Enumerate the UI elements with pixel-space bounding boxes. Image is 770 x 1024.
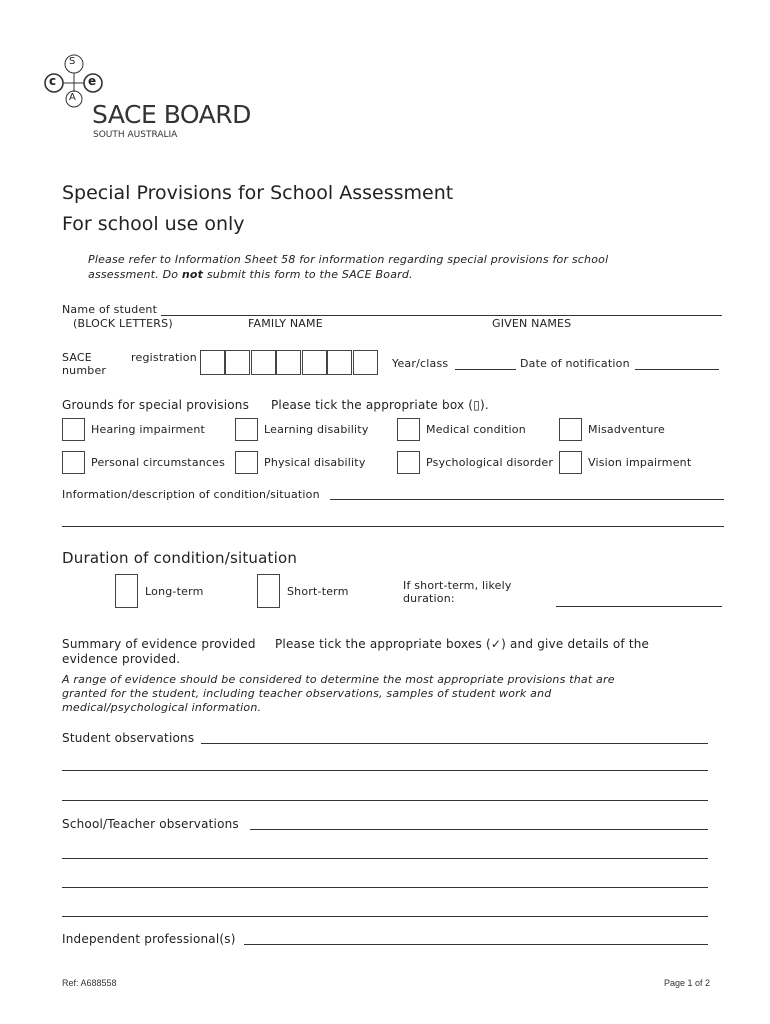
registration-digit-box[interactable] xyxy=(302,350,327,375)
intro-line-2-bold: not xyxy=(181,268,204,281)
personal-circumstances-checkbox[interactable] xyxy=(62,451,85,474)
student-observations-field-2[interactable] xyxy=(62,770,708,771)
evidence-note-3: medical/psychological information. xyxy=(62,701,262,714)
learning-disability-checkbox[interactable] xyxy=(235,418,258,441)
date-of-notification-field[interactable] xyxy=(635,369,719,370)
given-names-label: GIVEN NAMES xyxy=(492,317,572,330)
page-title: Special Provisions for School Assessment xyxy=(62,182,454,204)
medical-condition-checkbox[interactable] xyxy=(397,418,420,441)
physical-disability-checkbox[interactable] xyxy=(235,451,258,474)
block-letters-label: (BLOCK LETTERS) xyxy=(73,317,173,330)
student-name-field[interactable] xyxy=(161,315,722,316)
school-teacher-observations-field-2[interactable] xyxy=(62,858,708,859)
student-name-label: Name of student xyxy=(62,303,158,316)
learning-disability-label: Learning disability xyxy=(264,423,369,436)
medical-condition-label: Medical condition xyxy=(426,423,526,436)
school-teacher-observations-field-3[interactable] xyxy=(62,887,708,888)
independent-professional-label: Independent professional(s) xyxy=(62,932,236,946)
page-subtitle: For school use only xyxy=(62,213,245,235)
student-observations-field-3[interactable] xyxy=(62,800,708,801)
hearing-impairment-checkbox[interactable] xyxy=(62,418,85,441)
date-of-notification-label: Date of notification xyxy=(520,357,630,370)
logo-letter-a: A xyxy=(69,92,76,103)
evidence-instruction-2: evidence provided. xyxy=(62,652,181,666)
year-class-field[interactable] xyxy=(455,369,516,370)
independent-professional-field[interactable] xyxy=(244,944,708,945)
school-teacher-observations-field[interactable] xyxy=(250,829,708,830)
registration-digit-box[interactable] xyxy=(276,350,301,375)
if-short-term-label-2: duration: xyxy=(403,592,455,605)
number-label: number xyxy=(62,364,107,377)
grounds-instruction: Please tick the appropriate box (▯). xyxy=(271,398,489,412)
year-class-label: Year/class xyxy=(392,357,449,370)
registration-label: registration xyxy=(131,351,197,364)
footer-ref: Ref: A688558 xyxy=(62,978,117,988)
misadventure-checkbox[interactable] xyxy=(559,418,582,441)
school-teacher-observations-label: School/Teacher observations xyxy=(62,817,239,831)
information-description-field-2[interactable] xyxy=(62,526,724,527)
registration-digit-box[interactable] xyxy=(225,350,250,375)
registration-digit-box[interactable] xyxy=(327,350,352,375)
registration-digit-box[interactable] xyxy=(200,350,225,375)
logo-letter-e: e xyxy=(88,74,97,88)
information-description-label: Information/description of condition/situation xyxy=(62,488,320,501)
vision-impairment-checkbox[interactable] xyxy=(559,451,582,474)
logo-subtitle: SOUTH AUSTRALIA xyxy=(93,130,178,140)
student-observations-field[interactable] xyxy=(201,743,708,744)
sace-label: SACE xyxy=(62,351,92,364)
intro-line-2 xyxy=(88,268,413,281)
registration-digit-box[interactable] xyxy=(353,350,378,375)
evidence-instruction: Please tick the appropriate boxes (✓) and give details of the xyxy=(275,637,650,651)
evidence-note-1: A range of evidence should be considered to determine the most appropriate provisions that are xyxy=(62,673,615,686)
long-term-label: Long-term xyxy=(145,585,204,598)
sace-registration-number-boxes[interactable] xyxy=(200,350,380,375)
short-term-label: Short-term xyxy=(287,585,349,598)
registration-digit-box[interactable] xyxy=(251,350,276,375)
psychological-disorder-label: Psychological disorder xyxy=(426,456,554,469)
intro-line-2-pre: assessment. Do xyxy=(88,268,182,281)
evidence-note-2: granted for the student, including teacher observations, samples of student work and xyxy=(62,687,552,700)
evidence-heading: Summary of evidence provided xyxy=(62,637,256,651)
psychological-disorder-checkbox[interactable] xyxy=(397,451,420,474)
intro-line-1: Please refer to Information Sheet 58 for information regarding special provisions for school xyxy=(88,253,609,266)
short-term-duration-field[interactable] xyxy=(556,606,722,607)
intro-line-2-post: submit this form to the SACE Board. xyxy=(203,268,413,281)
logo-letter-s: S xyxy=(69,56,76,67)
information-description-field[interactable] xyxy=(330,499,724,500)
logo-name: SACE BOARD xyxy=(92,100,251,129)
logo-letter-c: c xyxy=(49,74,57,88)
grounds-heading: Grounds for special provisions xyxy=(62,398,250,412)
personal-circumstances-label: Personal circumstances xyxy=(91,456,226,469)
if-short-term-label-1: If short-term, likely xyxy=(403,579,512,592)
duration-heading: Duration of condition/situation xyxy=(62,549,298,567)
student-observations-label: Student observations xyxy=(62,731,195,745)
long-term-checkbox[interactable] xyxy=(115,574,138,608)
physical-disability-label: Physical disability xyxy=(264,456,366,469)
school-teacher-observations-field-4[interactable] xyxy=(62,916,708,917)
hearing-impairment-label: Hearing impairment xyxy=(91,423,206,436)
short-term-checkbox[interactable] xyxy=(257,574,280,608)
family-name-label: FAMILY NAME xyxy=(248,317,323,330)
footer-page-number: Page 1 of 2 xyxy=(664,978,711,988)
misadventure-label: Misadventure xyxy=(588,423,665,436)
vision-impairment-label: Vision impairment xyxy=(588,456,692,469)
